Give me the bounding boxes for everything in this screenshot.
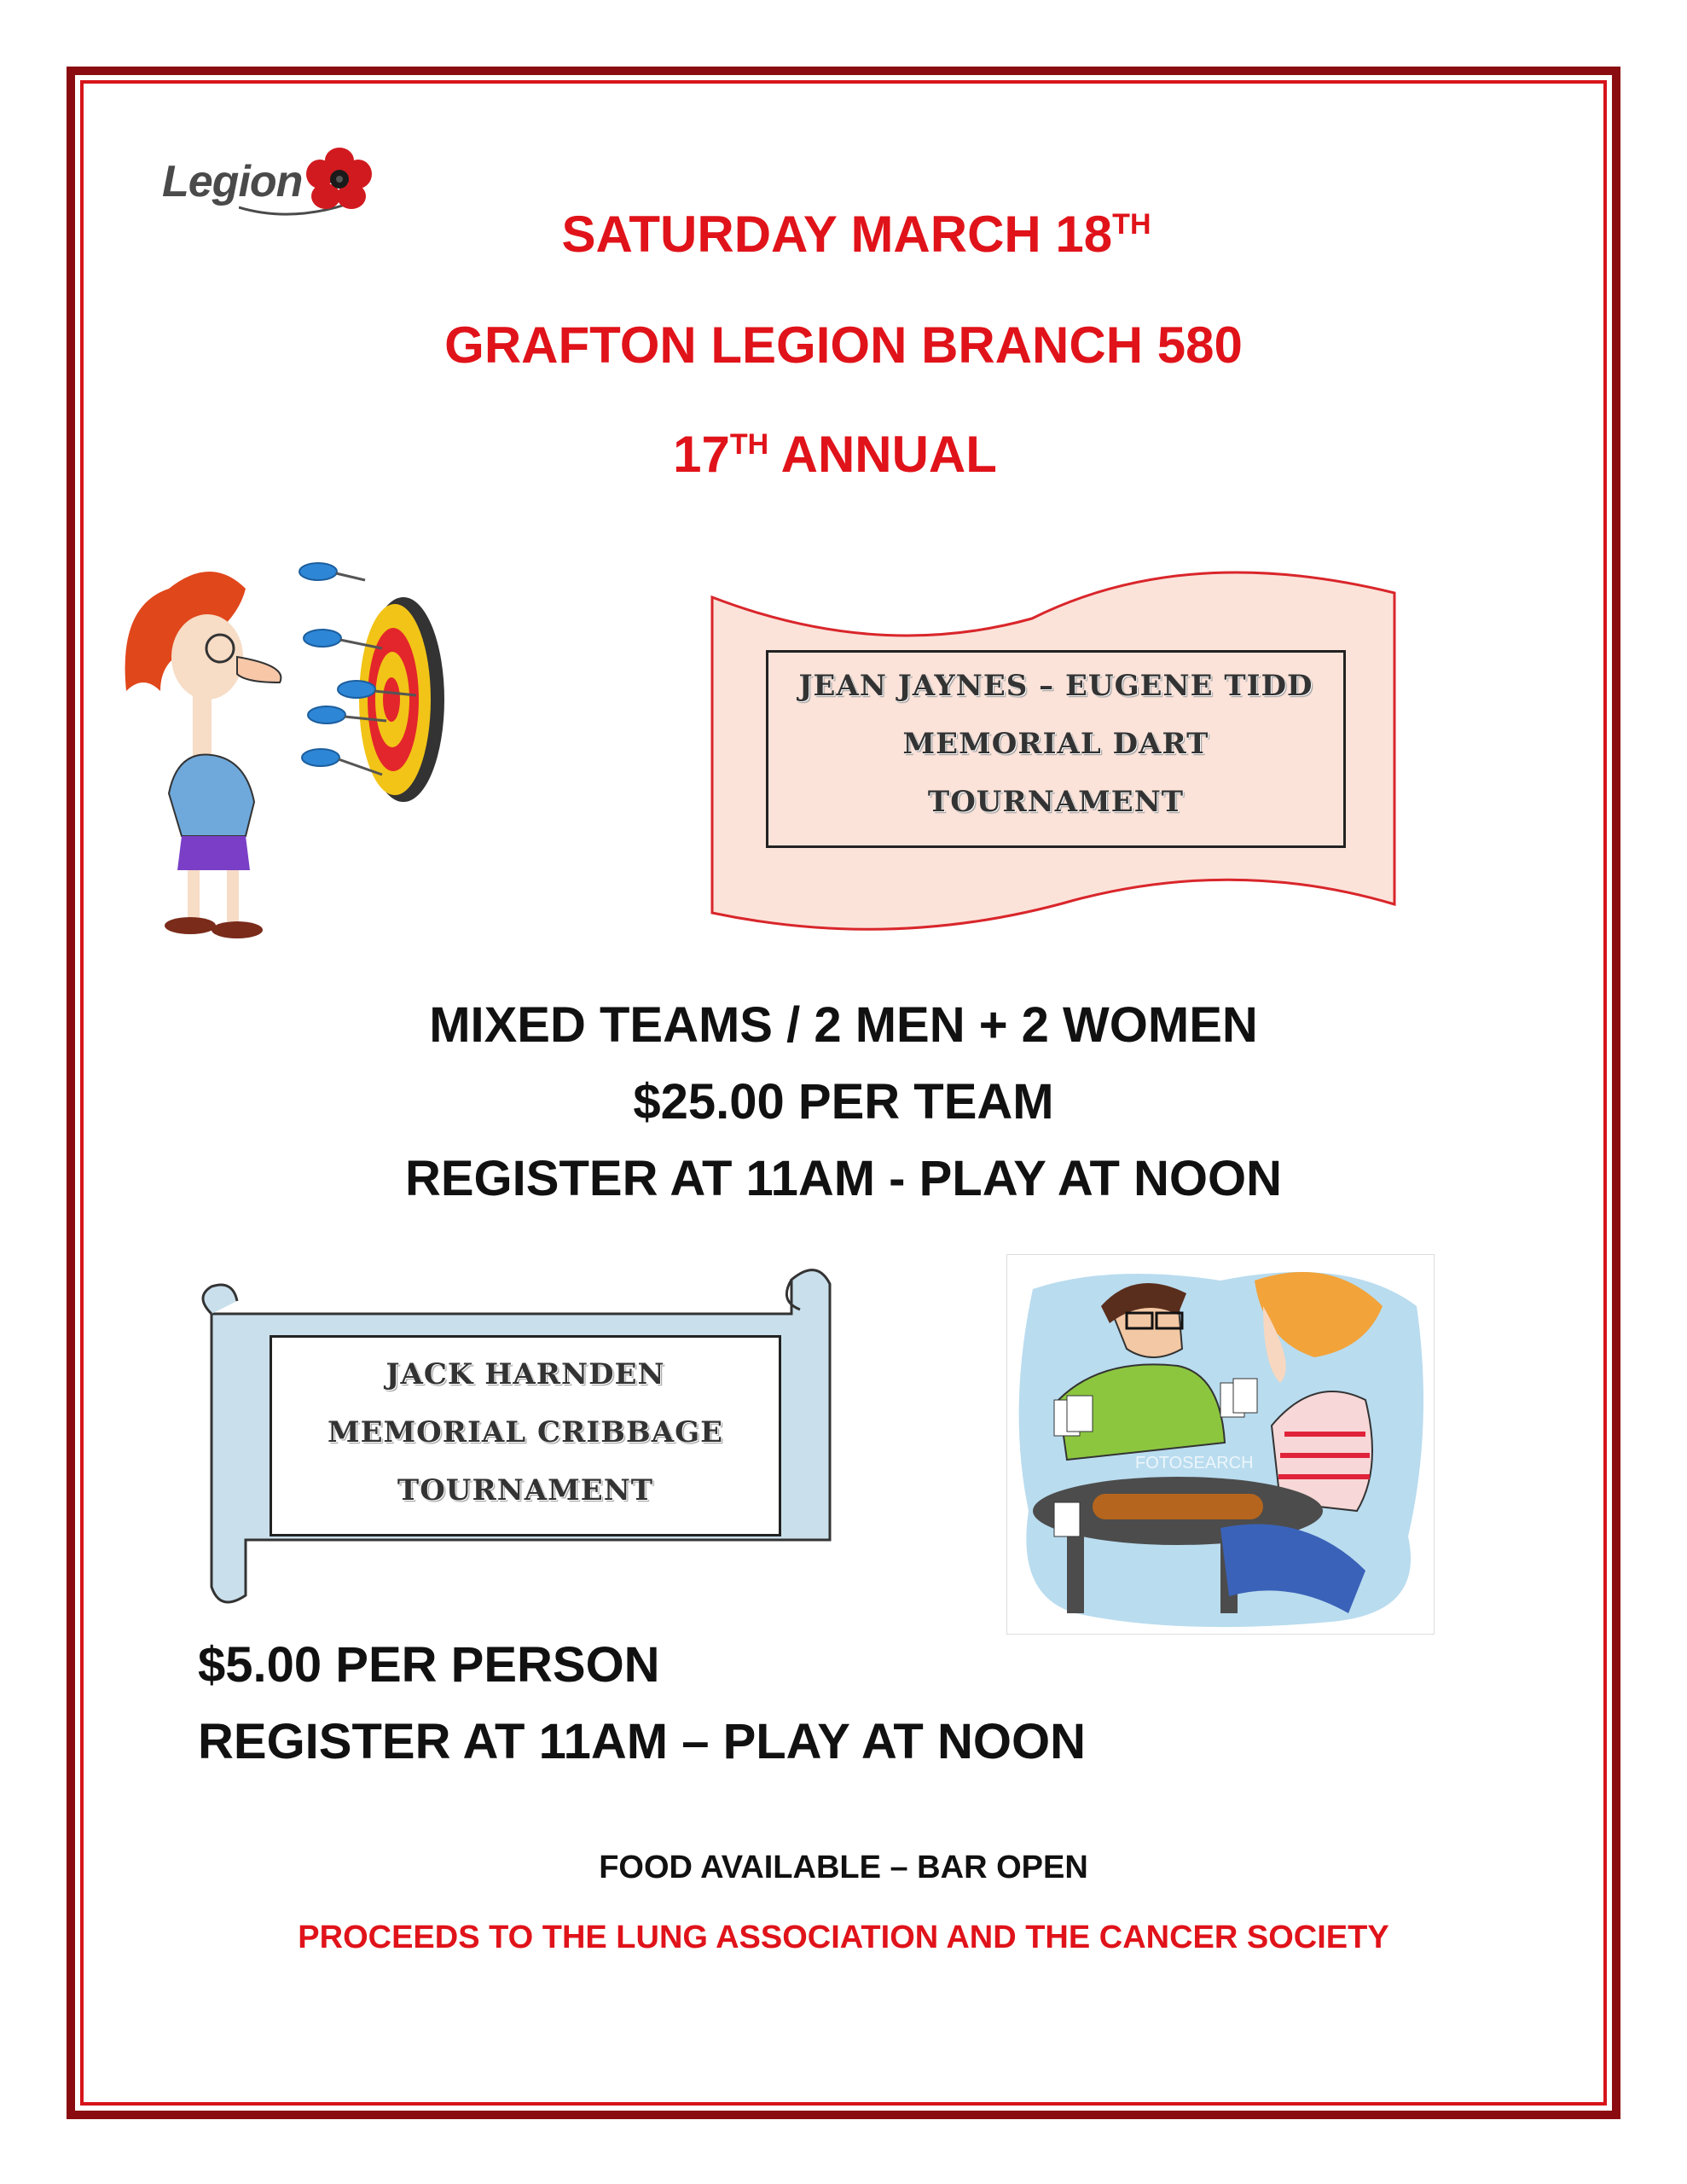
cribbage-banner-line1: JACK HARNDEN	[386, 1357, 665, 1391]
event-venue: GRAFTON LEGION BRANCH 580	[444, 317, 1243, 374]
dart-schedule-line: REGISTER AT 11AM - PLAY AT NOON	[404, 1151, 1283, 1206]
dart-teams-line: MIXED TEAMS / 2 MEN + 2 WOMEN	[429, 997, 1258, 1053]
dart-banner-line1: JEAN JAYNES – EUGENE TIDD	[798, 669, 1313, 703]
darts-cartoon-illustration	[109, 555, 467, 947]
watermark-text: FOTOSEARCH	[1135, 1454, 1254, 1472]
dart-banner-line2: MEMORIAL DART	[902, 727, 1209, 761]
dart-banner-line3: TOURNAMENT	[927, 785, 1185, 819]
proceeds-notice: PROCEEDS TO THE LUNG ASSOCIATION AND THE CANCER SOCIETY	[298, 1920, 1389, 1955]
cribbage-fee-line: $5.00 PER PERSON	[198, 1637, 660, 1693]
event-edition: 17TH ANNUAL	[673, 426, 997, 483]
food-bar-notice: FOOD AVAILABLE – BAR OPEN	[599, 1850, 1088, 1885]
cribbage-players-illustration	[1006, 1254, 1435, 1635]
cribbage-banner-text	[270, 1345, 781, 1519]
event-date: SATURDAY MARCH 18TH	[561, 206, 1151, 263]
cribbage-banner-line2: MEMORIAL CRIBBAGE	[327, 1415, 724, 1449]
dart-banner-text	[766, 657, 1346, 831]
legion-logo-text: Legion	[162, 157, 303, 206]
cribbage-banner-line3: TOURNAMENT	[397, 1473, 654, 1507]
dart-fee-line: $25.00 PER TEAM	[633, 1074, 1054, 1130]
cribbage-schedule-line: REGISTER AT 11AM – PLAY AT NOON	[198, 1714, 1086, 1769]
